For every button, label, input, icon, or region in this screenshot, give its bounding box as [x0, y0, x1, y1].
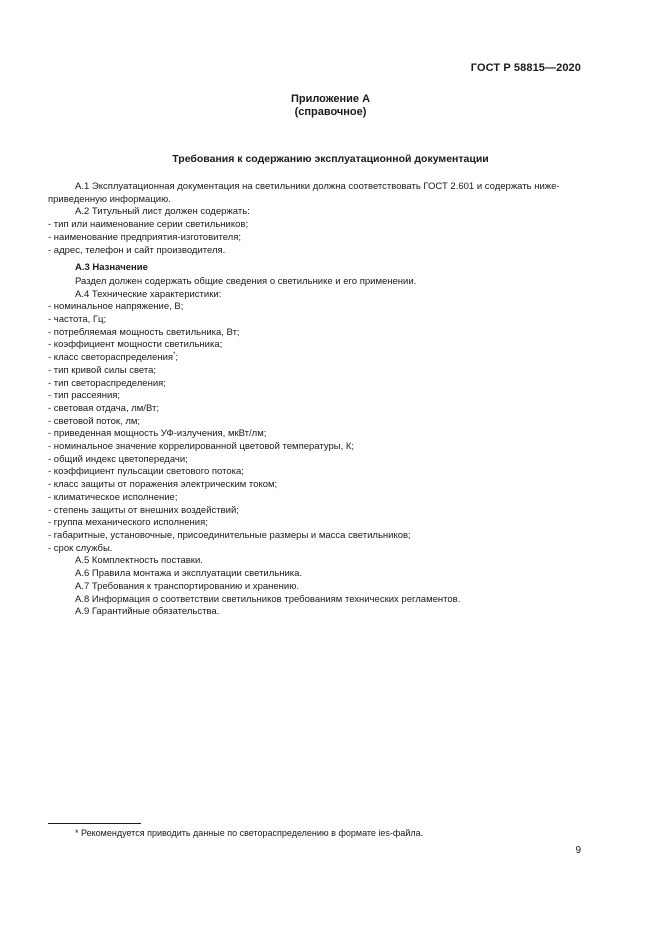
footnote-divider: [48, 823, 141, 824]
list-item: - коэффициент мощности светильника;: [48, 339, 223, 351]
paragraph-a8: А.8 Информация о соответствии светильников требованиям технических регламентов.: [75, 593, 461, 605]
list-item: - группа механического исполнения;: [48, 517, 208, 529]
list-item: - степень защиты от внешних воздействий;: [48, 504, 239, 516]
list-item: - адрес, телефон и сайт производителя.: [48, 244, 226, 256]
list-item: - срок службы.: [48, 542, 113, 554]
appendix-subtitle: (справочное): [294, 106, 367, 118]
list-item-tail: ;: [175, 352, 179, 364]
list-item: - коэффициент пульсации светового потока;: [48, 466, 244, 478]
paragraph-a3-heading: А.3 Назначение: [75, 262, 148, 274]
paragraph-a7: А.7 Требования к транспортированию и хранению.: [75, 580, 300, 592]
list-item: - тип кривой силы света;: [48, 364, 157, 376]
list-item-text: - класс светораспределения: [48, 352, 174, 364]
list-item: - общий индекс цветопередачи;: [48, 453, 188, 465]
list-item: - номинальное значение коррелированной цветовой температуры, К;: [48, 441, 355, 453]
paragraph-a1: [48, 181, 587, 206]
list-item: - тип рассеяния;: [48, 390, 121, 402]
appendix-heading: [0, 93, 661, 119]
paragraph-a3-text: Раздел должен содержать общие сведения о светильнике и его применении.: [75, 275, 417, 287]
document-body: [48, 181, 587, 619]
paragraph-a5: А.5 Комплектность поставки.: [75, 555, 203, 567]
list-item: - световой поток, лм;: [48, 415, 141, 427]
paragraph-a1-line2: приведенную информацию.: [48, 193, 171, 205]
list-item: - габаритные, установочные, присоединительные размеры и масса светильников;: [48, 529, 411, 541]
list-item: - наименование предприятия-изготовителя;: [48, 231, 241, 243]
a2-list: [48, 219, 587, 257]
paragraph-a6: А.6 Правила монтажа и эксплуатации светильника.: [75, 568, 303, 580]
section-title: Требования к содержанию эксплуатационной документации: [172, 153, 489, 165]
document-code: ГОСТ Р 58815—2020: [470, 62, 581, 74]
list-item: - приведенная мощность УФ-излучения, мкВт/лм;: [48, 428, 267, 440]
footnote: * Рекомендуется приводить данные по светораспределению в формате ies-файла.: [75, 828, 424, 838]
page-number: 9: [575, 845, 581, 856]
appendix-title: Приложение А: [290, 93, 371, 105]
list-item: - климатическое исполнение;: [48, 491, 178, 503]
list-item: - тип светораспределения;: [48, 377, 166, 389]
footnote-marker: *: [173, 352, 176, 359]
list-item: - световая отдача, лм/Вт;: [48, 402, 159, 414]
paragraph-a2-heading: А.2 Титульный лист должен содержать:: [75, 206, 250, 218]
paragraph-a4-heading: А.4 Технические характеристики:: [75, 288, 222, 300]
list-item: - номинальное напряжение, В;: [48, 301, 184, 313]
paragraph-a9: А.9 Гарантийные обязательства.: [75, 606, 220, 618]
paragraph-a1-line1: А.1 Эксплуатационная документация на светильники должна соответствовать ГОСТ 2.601 и содержать ниже-: [75, 181, 560, 192]
list-item: - тип или наименование серии светильников;: [48, 219, 249, 231]
list-item: [48, 352, 587, 365]
list-item: - потребляемая мощность светильника, Вт;: [48, 326, 240, 338]
list-item: - класс защиты от поражения электрическим током;: [48, 479, 278, 491]
list-item: - частота, Гц;: [48, 314, 107, 326]
a4-list: [48, 301, 587, 555]
